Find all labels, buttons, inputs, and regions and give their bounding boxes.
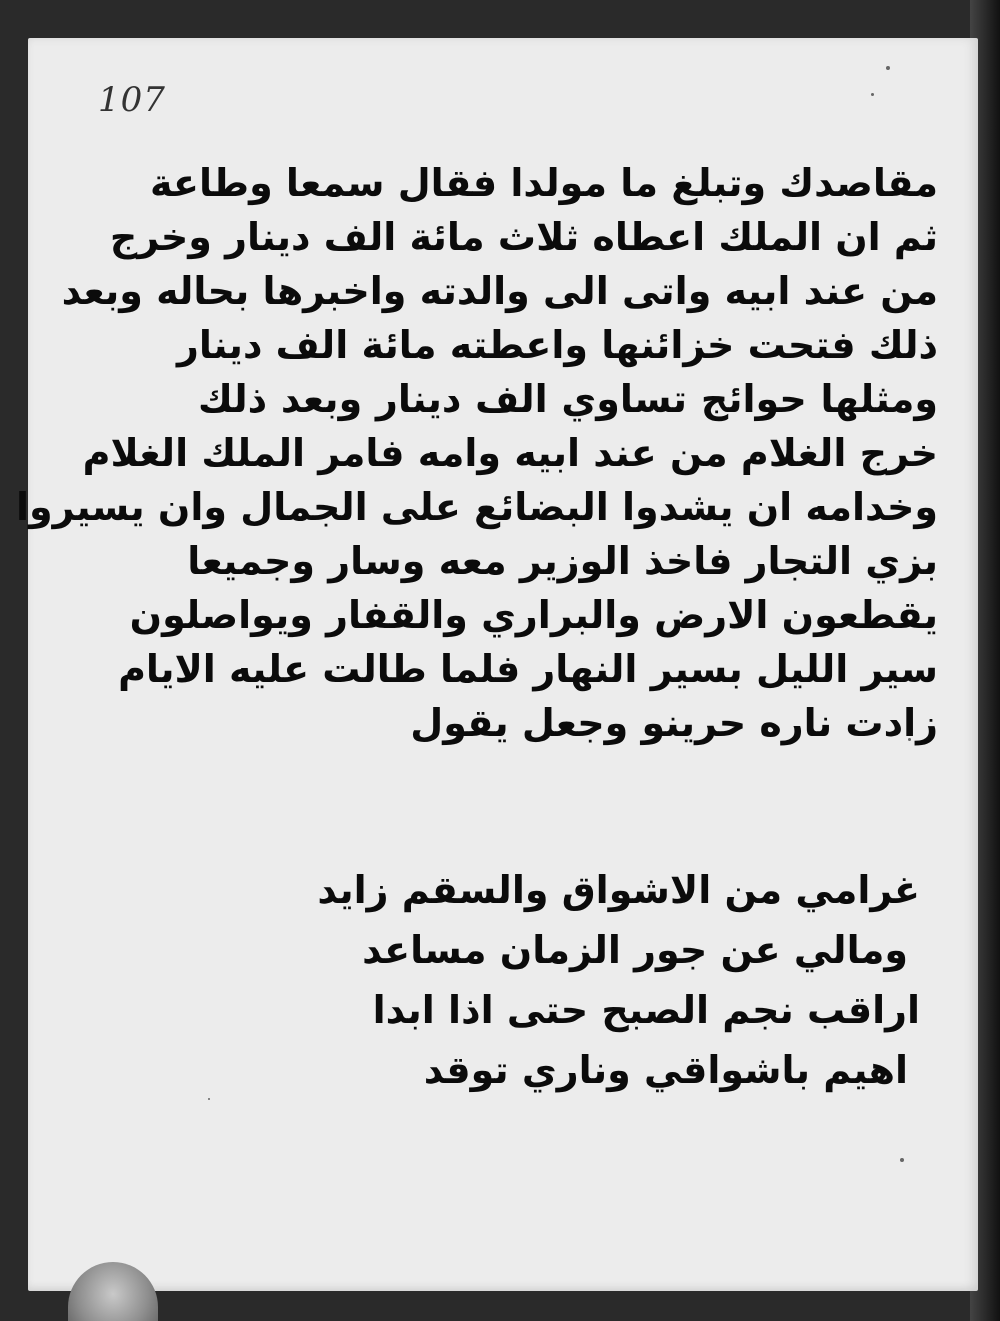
ink-speck: [886, 66, 890, 70]
text-line: سير الليل بسير النهار فلما طالت عليه الايام: [118, 647, 938, 691]
verse-line-2: ومالي عن جور الزمان مساعد: [362, 928, 908, 972]
text-line: ذلك فتحت خزائنها واعطته مائة الف دينار: [177, 323, 938, 367]
ink-speck: [208, 1098, 210, 1100]
text-line: يقطعون الارض والبراري والقفار ويواصلون: [129, 593, 938, 637]
ink-speck: [871, 93, 874, 96]
text-line: زادت ناره حرينو وجعل يقول: [410, 701, 938, 745]
text-line: ومثلها حوائج تساوي الف دينار وبعد ذلك: [198, 377, 938, 421]
text-line: ثم ان الملك اعطاه ثلاث مائة الف دينار وخرج: [109, 215, 938, 259]
text-line: وخدامه ان يشدوا البضائع على الجمال وان يسيروا: [15, 485, 938, 529]
manuscript-page: [15, 38, 978, 1291]
text-line: بزي التجار فاخذ الوزير معه وسار وجميعا: [187, 539, 938, 583]
verse-line-4: اهيم باشواقي وناري توقد: [423, 1048, 908, 1092]
folio-number: 107: [98, 80, 166, 120]
text-line: خرج الغلام من عند ابيه وامه فامر الملك الغلام: [82, 431, 938, 475]
verse-line-3: اراقب نجم الصبح حتى اذا ابدا: [372, 988, 920, 1032]
text-line: مقاصدك وتبلغ ما مولدا فقال سمعا وطاعة: [150, 161, 938, 205]
ink-speck: [900, 1158, 904, 1162]
text-line: من عند ابيه واتى الى والدته واخبرها بحاله وبعد: [61, 269, 938, 313]
verse-line-1: غرامي من الاشواق والسقم زايد: [317, 868, 920, 912]
prose-text-block: [15, 156, 938, 750]
